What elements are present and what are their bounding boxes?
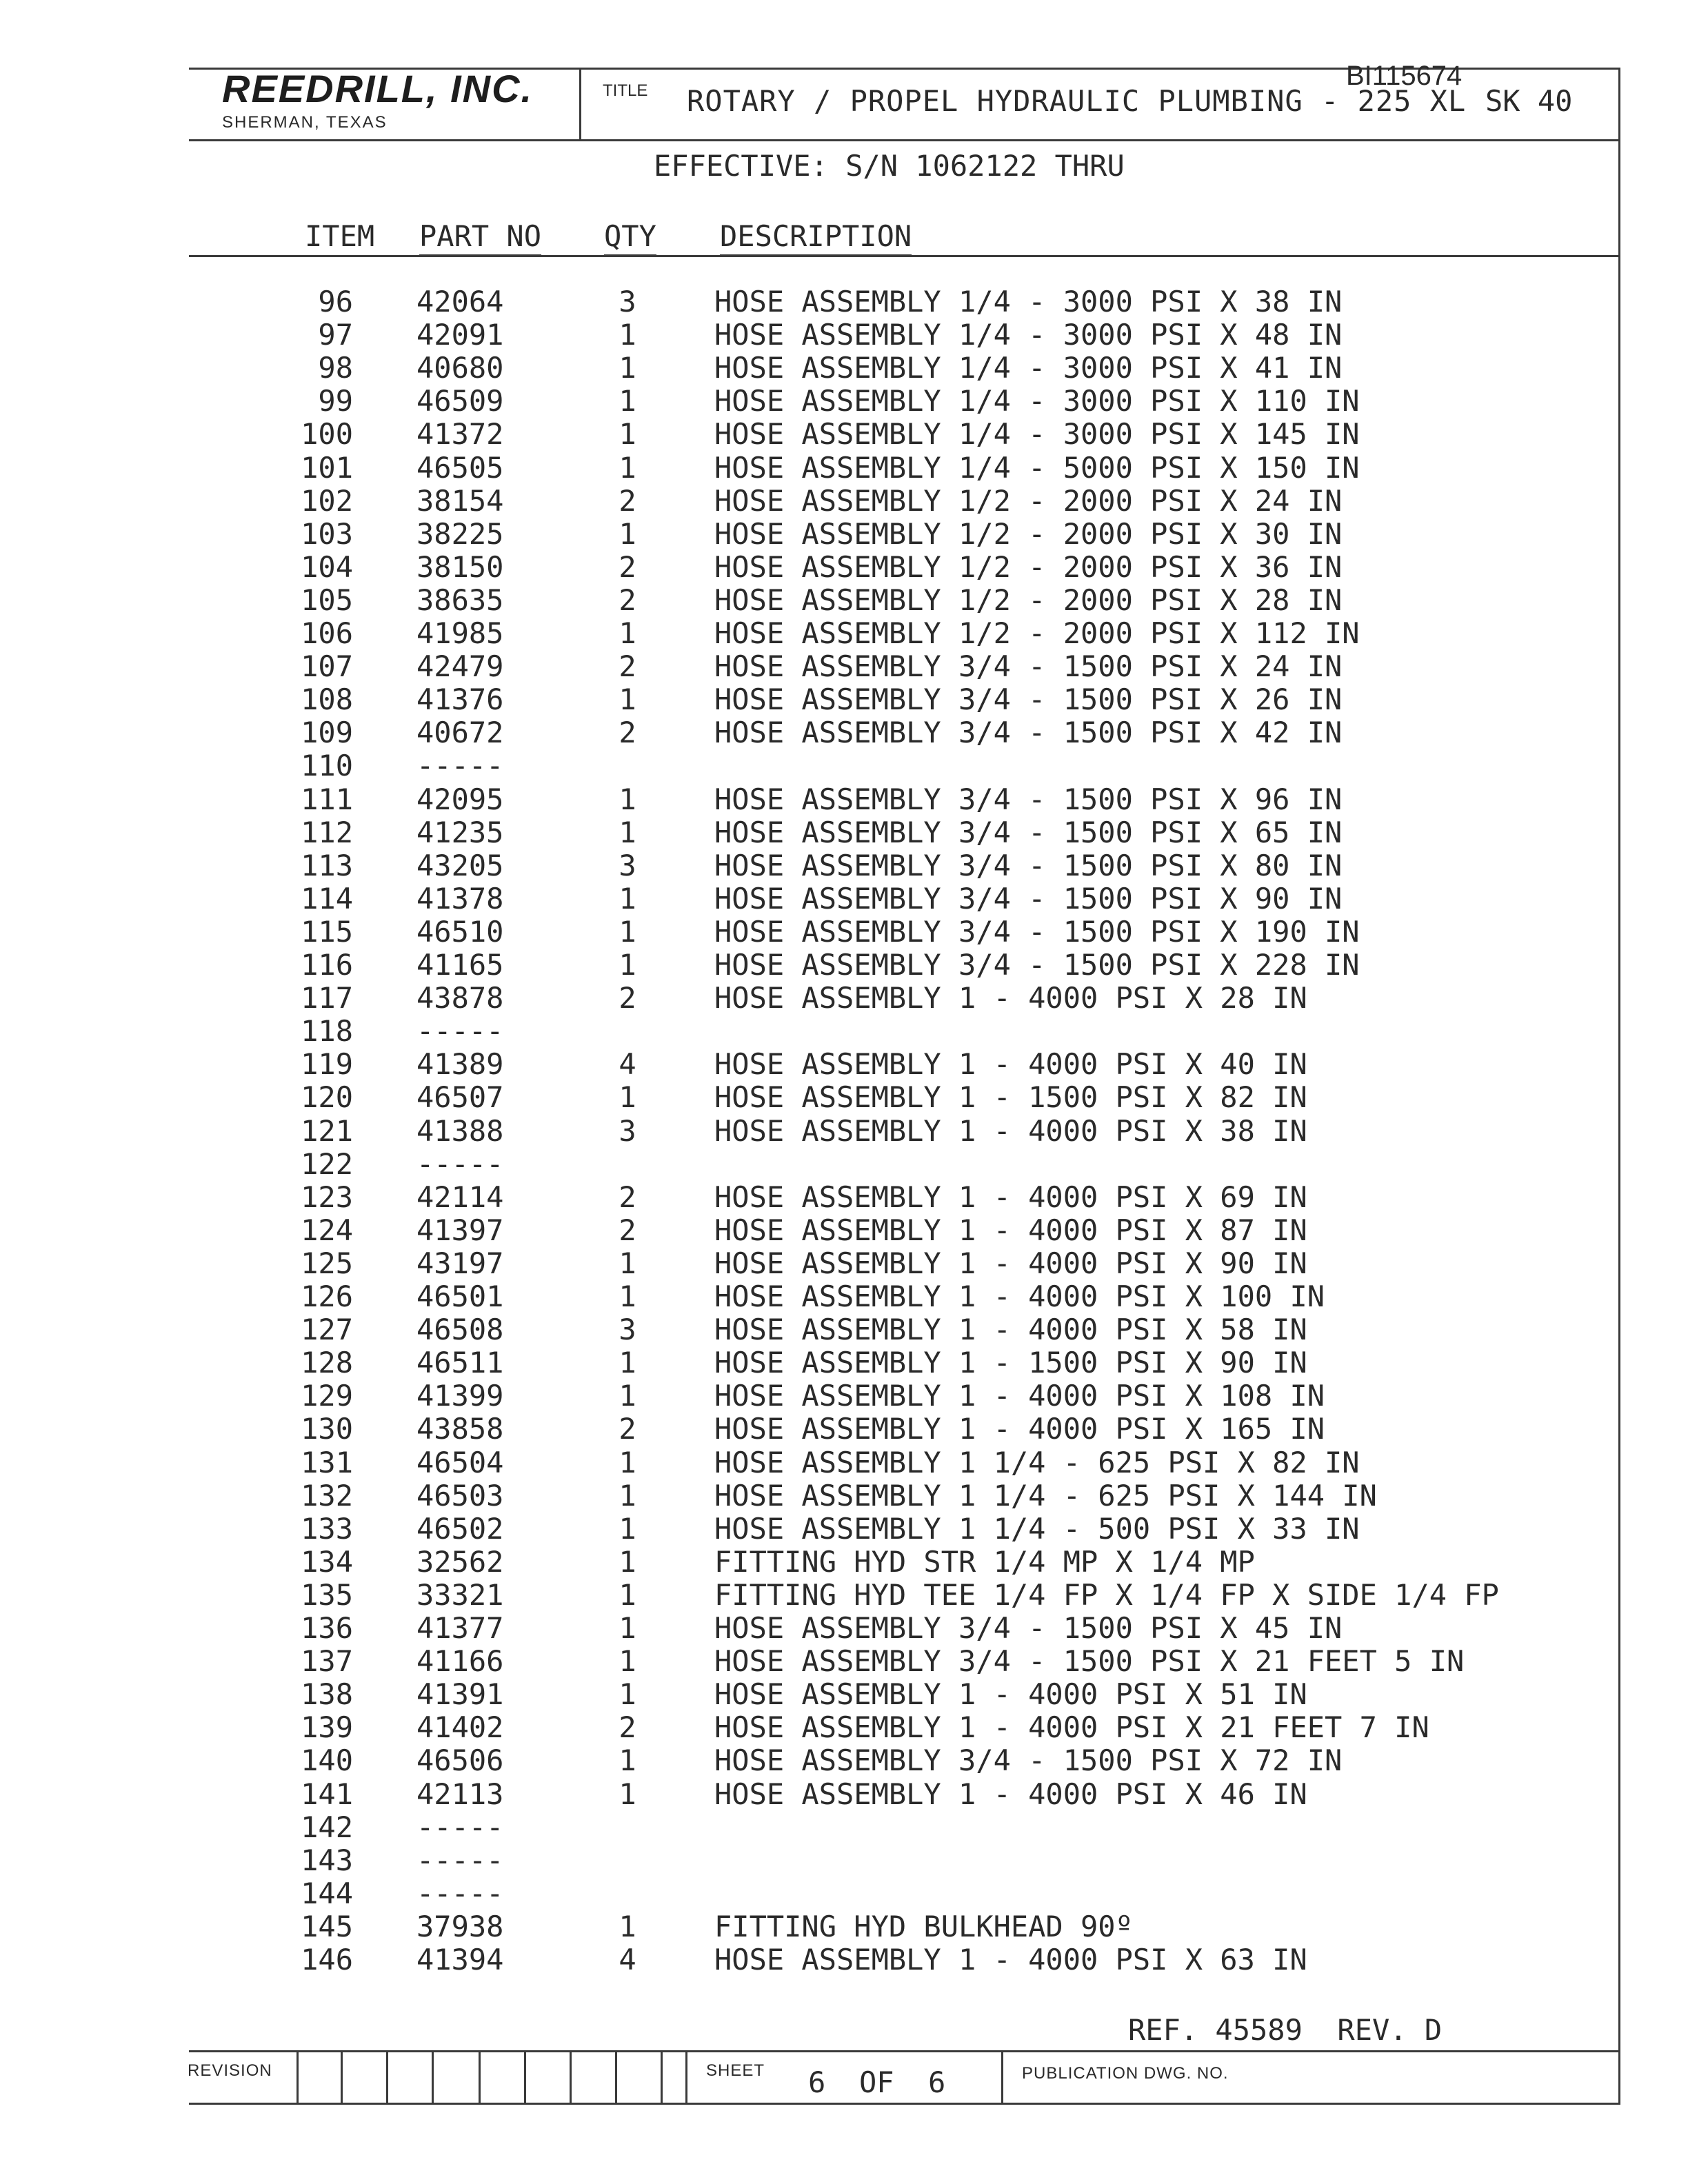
part-item-number: 115 [301,915,353,949]
part-description: HOSE ASSEMBLY 1/4 - 3000 PSI X 145 IN [714,417,1360,451]
part-row [0,1910,1688,1943]
part-description: HOSE ASSEMBLY 3/4 - 1500 PSI X 42 IN [714,716,1343,749]
part-number: 41235 [416,816,504,849]
part-quantity: 2 [619,1710,636,1744]
part-item-number: 144 [301,1877,353,1910]
part-quantity: 1 [619,1512,636,1546]
part-quantity: 1 [619,1578,636,1612]
revision-box-divider [297,2050,299,2104]
part-number: 38225 [416,517,504,551]
part-number: 38635 [416,583,504,617]
part-item-number: 98 [318,351,353,385]
part-row [0,783,1688,816]
part-quantity: 2 [619,649,636,683]
part-number: 41399 [416,1379,504,1413]
revision-box-divider [524,2050,526,2104]
part-description: HOSE ASSEMBLY 1/4 - 3000 PSI X 41 IN [714,351,1343,385]
part-number: 43197 [416,1246,504,1280]
part-number: 46506 [416,1743,504,1777]
part-item-number: 105 [301,583,353,617]
part-item-number: 136 [301,1611,353,1645]
part-number: ----- [416,1843,504,1877]
revision-box-divider [479,2050,481,2104]
part-number: ----- [416,1014,504,1048]
part-number: 38150 [416,550,504,584]
part-item-number: 100 [301,417,353,451]
part-quantity: 1 [619,517,636,551]
part-item-number: 137 [301,1644,353,1678]
part-item-number: 121 [301,1114,353,1148]
part-row [0,650,1688,683]
part-quantity: 1 [619,451,636,485]
part-description: HOSE ASSEMBLY 1 - 4000 PSI X 21 FEET 7 IN [714,1710,1429,1744]
part-description: HOSE ASSEMBLY 1 - 4000 PSI X 28 IN [714,981,1307,1015]
part-quantity: 1 [619,1446,636,1479]
part-number: 41397 [416,1213,504,1247]
part-row [0,1446,1688,1479]
sheet-code: SK 40 [1485,84,1573,118]
part-row [0,916,1688,949]
part-item-number: 123 [301,1180,353,1214]
part-number: 42113 [416,1777,504,1811]
part-description: HOSE ASSEMBLY 3/4 - 1500 PSI X 80 IN [714,849,1343,882]
part-quantity: 1 [619,1677,636,1711]
part-quantity: 1 [619,682,636,716]
part-row [0,285,1688,318]
part-row [0,1579,1688,1612]
part-row [0,949,1688,982]
part-row [0,1413,1688,1446]
part-description: HOSE ASSEMBLY 1 - 4000 PSI X 40 IN [714,1047,1307,1081]
part-description: HOSE ASSEMBLY 1 - 4000 PSI X 63 IN [714,1943,1307,1976]
part-item-number: 134 [301,1545,353,1579]
part-quantity: 3 [619,1114,636,1148]
part-item-number: 142 [301,1810,353,1844]
part-quantity: 1 [619,1611,636,1645]
part-row [0,1015,1688,1048]
part-item-number: 112 [301,816,353,849]
part-row [0,1214,1688,1247]
part-item-number: 124 [301,1213,353,1247]
part-item-number: 99 [318,384,353,418]
part-quantity: 1 [619,351,636,385]
part-row [0,1744,1688,1777]
part-description: FITTING HYD TEE 1/4 FP X 1/4 FP X SIDE 1/4 FP [714,1578,1499,1612]
column-header-item: ITEM [305,219,375,253]
part-row [0,318,1688,352]
part-row [0,1181,1688,1214]
revision-box-divider [386,2050,388,2104]
part-description: HOSE ASSEMBLY 1 - 4000 PSI X 51 IN [714,1677,1307,1711]
part-description: HOSE ASSEMBLY 1 - 4000 PSI X 58 IN [714,1313,1307,1346]
sheet-of-label: OF [859,2065,894,2099]
sheet-divider-left [685,2050,687,2104]
part-description: HOSE ASSEMBLY 3/4 - 1500 PSI X 90 IN [714,882,1343,916]
part-quantity: 1 [619,417,636,451]
part-row [0,1844,1688,1877]
part-number: 43858 [416,1412,504,1446]
part-row [0,1379,1688,1413]
part-number: ----- [416,749,504,782]
part-row [0,849,1688,882]
revision-box-divider [341,2050,343,2104]
part-row [0,1148,1688,1181]
part-quantity: 1 [619,816,636,849]
part-row [0,683,1688,716]
revision-box-divider [661,2050,663,2104]
part-quantity: 1 [619,1743,636,1777]
part-number: 38154 [416,484,504,518]
part-quantity: 4 [619,1047,636,1081]
part-description: HOSE ASSEMBLY 1 - 4000 PSI X 46 IN [714,1777,1307,1811]
part-quantity: 1 [619,1910,636,1943]
part-quantity: 1 [619,1777,636,1811]
part-description: HOSE ASSEMBLY 1 - 4000 PSI X 165 IN [714,1412,1325,1446]
part-number: 42095 [416,782,504,816]
part-description: HOSE ASSEMBLY 1 1/4 - 500 PSI X 33 IN [714,1512,1360,1546]
part-number: 42064 [416,285,504,318]
part-number: 41394 [416,1943,504,1976]
company-name: REEDRILL, INC. [222,67,534,110]
publication-dwg-label: PUBLICATION DWG. NO. [1022,2064,1229,2083]
part-row [0,816,1688,849]
part-item-number: 128 [301,1346,353,1379]
part-description: HOSE ASSEMBLY 1/2 - 2000 PSI X 36 IN [714,550,1343,584]
part-quantity: 1 [619,1644,636,1678]
part-row [0,1280,1688,1313]
part-quantity: 2 [619,981,636,1015]
part-description: HOSE ASSEMBLY 1 - 4000 PSI X 90 IN [714,1246,1307,1280]
part-quantity: 1 [619,1379,636,1413]
part-item-number: 111 [301,782,353,816]
part-item-number: 96 [318,285,353,318]
part-description: HOSE ASSEMBLY 1/4 - 3000 PSI X 38 IN [714,285,1343,318]
part-item-number: 133 [301,1512,353,1546]
part-number: 41377 [416,1611,504,1645]
part-quantity: 2 [619,716,636,749]
column-header-description: DESCRIPTION [720,219,912,253]
part-number: ----- [416,1877,504,1910]
part-description: HOSE ASSEMBLY 1 - 4000 PSI X 108 IN [714,1379,1325,1413]
part-description: HOSE ASSEMBLY 1 - 4000 PSI X 100 IN [714,1280,1325,1313]
document-id: BI115674 [1346,61,1463,91]
part-quantity: 1 [619,1479,636,1513]
part-quantity: 1 [619,1545,636,1579]
title-label: TITLE [603,81,648,100]
part-description: HOSE ASSEMBLY 1/2 - 2000 PSI X 30 IN [714,517,1343,551]
part-description: HOSE ASSEMBLY 1/4 - 3000 PSI X 48 IN [714,318,1343,352]
part-number: 46508 [416,1313,504,1346]
part-row [0,1711,1688,1744]
part-item-number: 122 [301,1147,353,1181]
part-quantity: 3 [619,1313,636,1346]
part-number: 46507 [416,1080,504,1114]
part-number: 42114 [416,1180,504,1214]
part-row [0,1645,1688,1678]
part-description: HOSE ASSEMBLY 3/4 - 1500 PSI X 65 IN [714,816,1343,849]
part-quantity: 4 [619,1943,636,1976]
part-item-number: 108 [301,682,353,716]
part-row [0,1247,1688,1280]
part-item-number: 110 [301,749,353,782]
part-number: ----- [416,1147,504,1181]
part-description: HOSE ASSEMBLY 1/2 - 2000 PSI X 112 IN [714,616,1360,650]
part-quantity: 2 [619,484,636,518]
part-quantity: 1 [619,1246,636,1280]
part-quantity: 1 [619,882,636,916]
part-quantity: 3 [619,849,636,882]
part-item-number: 145 [301,1910,353,1943]
part-description: HOSE ASSEMBLY 3/4 - 1500 PSI X 96 IN [714,782,1343,816]
part-quantity: 1 [619,915,636,949]
part-row [0,584,1688,617]
part-number: 46503 [416,1479,504,1513]
part-item-number: 119 [301,1047,353,1081]
sheet-number: 6 [808,2065,826,2099]
revision-label: REVISION [188,2061,272,2080]
part-item-number: 104 [301,550,353,584]
part-number: 41389 [416,1047,504,1081]
part-description: FITTING HYD BULKHEAD 90º [714,1910,1133,1943]
part-description: HOSE ASSEMBLY 3/4 - 1500 PSI X 72 IN [714,1743,1343,1777]
part-row [0,452,1688,485]
part-description: HOSE ASSEMBLY 1 - 4000 PSI X 69 IN [714,1180,1307,1214]
part-row [0,485,1688,518]
part-description: HOSE ASSEMBLY 3/4 - 1500 PSI X 26 IN [714,682,1343,716]
part-row [0,1048,1688,1081]
part-row [0,617,1688,650]
part-number: 32562 [416,1545,504,1579]
header-divider [579,68,581,141]
revision-box-divider [615,2050,617,2104]
part-item-number: 97 [318,318,353,352]
part-row [0,1811,1688,1844]
part-quantity: 3 [619,285,636,318]
part-item-number: 143 [301,1843,353,1877]
part-quantity: 1 [619,782,636,816]
company-location: SHERMAN, TEXAS [222,113,388,132]
part-row [0,1612,1688,1645]
part-item-number: 109 [301,716,353,749]
part-description: HOSE ASSEMBLY 1/2 - 2000 PSI X 24 IN [714,484,1343,518]
part-number: 46505 [416,451,504,485]
part-number: 41378 [416,882,504,916]
footer-bottom-rule [189,2103,1620,2105]
part-quantity: 2 [619,583,636,617]
part-number: 41166 [416,1644,504,1678]
part-quantity: 2 [619,1213,636,1247]
part-quantity: 1 [619,616,636,650]
part-row [0,418,1688,451]
part-item-number: 127 [301,1313,353,1346]
part-item-number: 129 [301,1379,353,1413]
part-description: HOSE ASSEMBLY 1 - 1500 PSI X 90 IN [714,1346,1307,1379]
part-row [0,1081,1688,1114]
part-item-number: 106 [301,616,353,650]
column-header-part-no: PART NO [419,219,541,253]
column-header-qty: QTY [604,219,656,253]
part-quantity: 2 [619,1412,636,1446]
part-row [0,1678,1688,1711]
part-number: 46504 [416,1446,504,1479]
part-number: 46511 [416,1346,504,1379]
part-item-number: 138 [301,1677,353,1711]
part-number: 40680 [416,351,504,385]
effective-serial: EFFECTIVE: S/N 1062122 THRU [654,149,1125,183]
part-quantity: 1 [619,1080,636,1114]
part-item-number: 107 [301,649,353,683]
part-quantity: 2 [619,1180,636,1214]
part-item-number: 120 [301,1080,353,1114]
part-number: ----- [416,1810,504,1844]
part-number: 41402 [416,1710,504,1744]
part-number: 46509 [416,384,504,418]
part-number: 42479 [416,649,504,683]
part-item-number: 102 [301,484,353,518]
part-number: 41391 [416,1677,504,1711]
part-item-number: 101 [301,451,353,485]
part-quantity: 1 [619,948,636,982]
part-number: 43205 [416,849,504,882]
part-row [0,1513,1688,1546]
part-item-number: 103 [301,517,353,551]
part-description: HOSE ASSEMBLY 1 - 1500 PSI X 82 IN [714,1080,1307,1114]
revision-box-divider [570,2050,572,2104]
part-row [0,352,1688,385]
part-row [0,1313,1688,1346]
part-number: 42091 [416,318,504,352]
part-number: 46510 [416,915,504,949]
part-number: 41372 [416,417,504,451]
part-item-number: 135 [301,1578,353,1612]
part-item-number: 114 [301,882,353,916]
part-row [0,716,1688,749]
part-number: 46502 [416,1512,504,1546]
part-row [0,518,1688,551]
part-row [0,1479,1688,1513]
part-item-number: 118 [301,1014,353,1048]
part-number: 41985 [416,616,504,650]
part-row [0,551,1688,584]
part-row [0,982,1688,1015]
part-row [0,1546,1688,1579]
part-description: HOSE ASSEMBLY 1/4 - 3000 PSI X 110 IN [714,384,1360,418]
part-description: HOSE ASSEMBLY 1 - 4000 PSI X 87 IN [714,1213,1307,1247]
part-row [0,749,1688,782]
part-row [0,1943,1688,1976]
part-description: HOSE ASSEMBLY 3/4 - 1500 PSI X 24 IN [714,649,1343,683]
part-number: 41376 [416,682,504,716]
part-item-number: 116 [301,948,353,982]
part-row [0,1778,1688,1811]
part-item-number: 132 [301,1479,353,1513]
part-number: 41165 [416,948,504,982]
part-number: 41388 [416,1114,504,1148]
part-number: 43878 [416,981,504,1015]
part-description: FITTING HYD STR 1/4 MP X 1/4 MP [714,1545,1255,1579]
part-item-number: 130 [301,1412,353,1446]
part-item-number: 139 [301,1710,353,1744]
reference-number: REF. 45589 REV. D [1128,2013,1443,2047]
part-description: HOSE ASSEMBLY 1 1/4 - 625 PSI X 82 IN [714,1446,1360,1479]
part-item-number: 141 [301,1777,353,1811]
sheet-divider-right [1001,2050,1003,2104]
part-row [0,1115,1688,1148]
document-title: ROTARY / PROPEL HYDRAULIC PLUMBING - 225 XL [687,84,1467,118]
part-item-number: 125 [301,1246,353,1280]
footer-top-rule [189,2050,1620,2052]
part-row [0,882,1688,916]
header-bottom-rule [189,139,1620,141]
part-description: HOSE ASSEMBLY 3/4 - 1500 PSI X 190 IN [714,915,1360,949]
part-number: 46501 [416,1280,504,1313]
part-description: HOSE ASSEMBLY 1/4 - 5000 PSI X 150 IN [714,451,1360,485]
part-number: 37938 [416,1910,504,1943]
part-description: HOSE ASSEMBLY 1/2 - 2000 PSI X 28 IN [714,583,1343,617]
part-description: HOSE ASSEMBLY 3/4 - 1500 PSI X 228 IN [714,948,1360,982]
part-quantity: 2 [619,550,636,584]
part-row [0,385,1688,418]
part-number: 33321 [416,1578,504,1612]
part-quantity: 1 [619,384,636,418]
part-description: HOSE ASSEMBLY 3/4 - 1500 PSI X 45 IN [714,1611,1343,1645]
part-item-number: 140 [301,1743,353,1777]
part-description: HOSE ASSEMBLY 1 1/4 - 625 PSI X 144 IN [714,1479,1377,1513]
part-item-number: 146 [301,1943,353,1976]
sheet-total: 6 [928,2065,946,2099]
part-item-number: 113 [301,849,353,882]
part-row [0,1346,1688,1379]
part-item-number: 131 [301,1446,353,1479]
part-item-number: 117 [301,981,353,1015]
part-number: 40672 [416,716,504,749]
part-quantity: 1 [619,318,636,352]
part-quantity: 1 [619,1346,636,1379]
part-quantity: 1 [619,1280,636,1313]
part-item-number: 126 [301,1280,353,1313]
revision-box-divider [432,2050,434,2104]
part-row [0,1877,1688,1910]
part-description: HOSE ASSEMBLY 1 - 4000 PSI X 38 IN [714,1114,1307,1148]
part-description: HOSE ASSEMBLY 3/4 - 1500 PSI X 21 FEET 5 IN [714,1644,1465,1678]
sheet-label: SHEET [706,2061,765,2080]
